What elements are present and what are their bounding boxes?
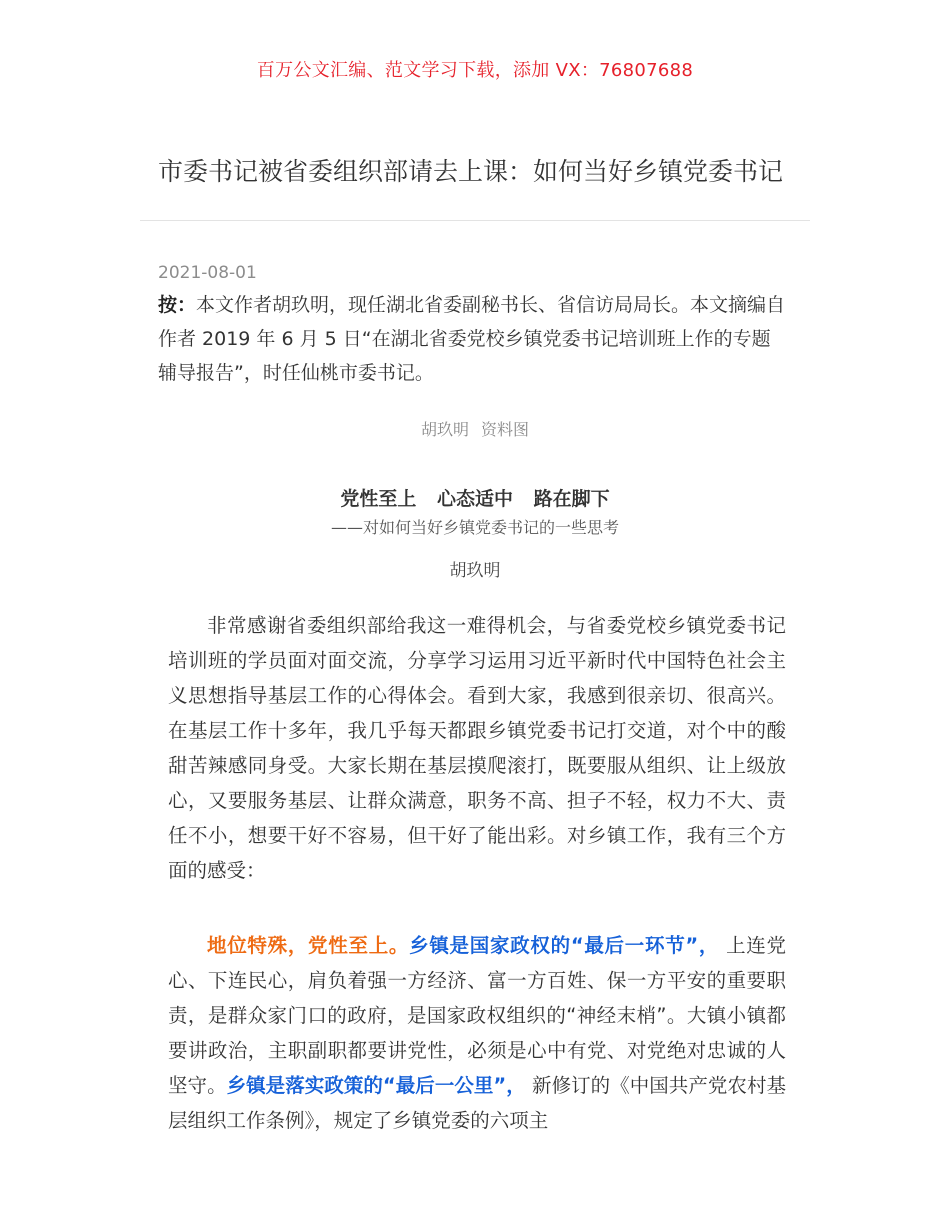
caption-name: 胡玖明 <box>420 420 469 439</box>
speech-subheading: ——对如何当好乡镇党委书记的一些思考 <box>330 518 619 537</box>
body-text-2: 新修订的《中国共产党农村基层组织工作条例》，规定了乡镇党委的六项主 <box>168 1073 786 1132</box>
highlight-blue-2: 乡镇是落实政策的“最后一公里”， <box>226 1073 526 1097</box>
article-title: 市委书记被省委组织部请去上课：如何当好乡镇党委书记 <box>158 156 784 186</box>
body-text-1: 上连党心、下连民心，肩负着强一方经济、富一方百姓、保一方平安的重要职责，是群众家门口的政府，是国家政权组织的“神经末梢”。大镇小镇都要讲政治，主职副职都要讲党性，必须是心中有党、对党绝对忠诚的人坚守。 <box>168 933 786 1097</box>
body-paragraph-2 <box>168 928 786 1138</box>
title-divider <box>140 220 810 221</box>
speech-heading: 党性至上 心态适中 路在脚下 <box>340 488 610 510</box>
highlight-blue-1: 乡镇是国家政权的“最后一环节”， <box>409 933 720 957</box>
promo-banner: 百万公文汇编、范文学习下载，添加 VX：76807688 <box>256 60 694 81</box>
publish-date: 2021-08-01 <box>158 263 257 283</box>
editor-note-text: 本文作者胡玖明，现任湖北省委副秘书长、省信访局局长。本文摘编自作者 2019 年 6 月 5 日“在湖北省委党校乡镇党委书记培训班上作的专题辅导报告”，时任仙桃市委书记。 <box>158 294 786 384</box>
image-caption <box>0 417 950 440</box>
caption-label: 资料图 <box>481 420 530 439</box>
body-paragraph-1: 非常感谢省委组织部给我这一难得机会，与省委党校乡镇党委书记培训班的学员面对面交流，分享学习运用习近平新时代中国特色社会主义思想指导基层工作的心得体会。看到大家，我感到很亲切、很高兴。在基层工作十多年，我几乎每天都跟乡镇党委书记打交道，对个中的酸甜苦辣感同身受。大家长期在基层摸爬滚打，既要服从组织、让上级放心，又要服务基层、让群众满意，职务不高、担子不轻，权力不大、责任不小，想要干好不容易，但干好了能出彩。对乡镇工作，我有三个方面的感受： <box>168 613 786 882</box>
editor-note-label: 按： <box>158 294 197 316</box>
highlight-orange: 地位特殊，党性至上。 <box>207 933 410 957</box>
editor-note <box>158 288 788 390</box>
speech-author: 胡玖明 <box>449 561 501 581</box>
